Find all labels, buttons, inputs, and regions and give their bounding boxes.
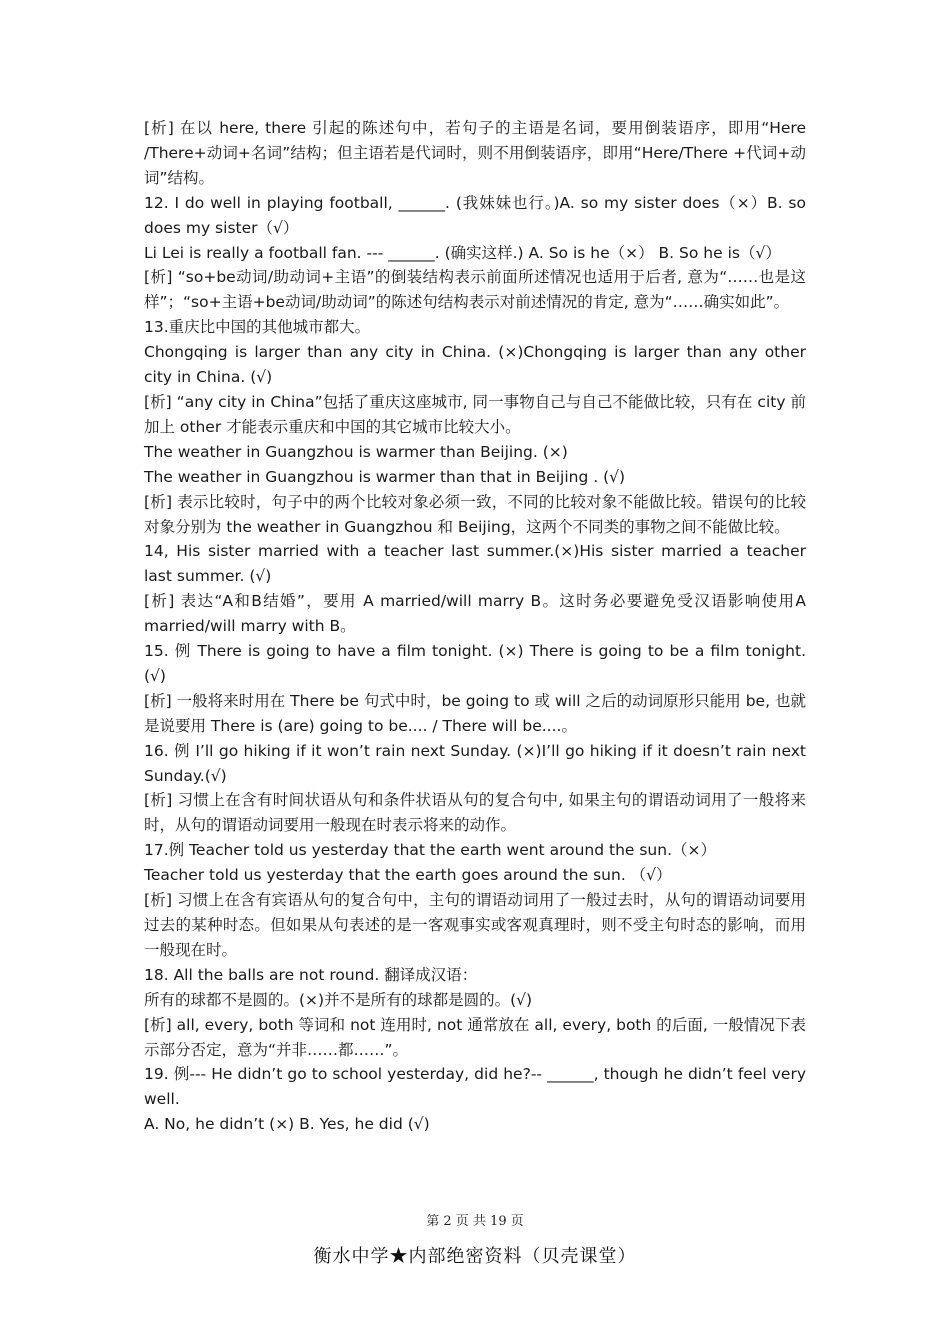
footer-brand: 衡水中学★内部绝密资料（贝壳课堂） — [313, 1246, 637, 1267]
document-body — [144, 116, 806, 1137]
paragraph: Teacher told us yesterday that the earth goes around the sun. （√） — [144, 866, 672, 885]
paragraph: 16. 例 I’ll go hiking if it won’t rain next Sunday. (×)I’ll go hiking if it doesn’t rain next Sunday.(√) — [144, 741, 806, 785]
paragraph: The weather in Guangzhou is warmer than that in Beijing . (√) — [144, 467, 626, 486]
paragraph: [析] 在以 here, there 引起的陈述句中，若句子的主语是名词，要用倒装语序，即用“Here /There+动词+名词”结构；但主语若是代词时，则不用倒装语序，即用“Here/There +代词+动词”结构。 — [144, 119, 806, 187]
paragraph: 所有的球都不是圆的。(×)并不是所有的球都是圆的。(√) — [144, 990, 533, 1009]
paragraph: [析] 表达“A和B结婚”，要用 A married/will marry B。这时务必要避免受汉语影响使用A married/will marry with B。 — [144, 592, 806, 636]
paragraph: [析] 表示比较时，句子中的两个比较对象必须一致，不同的比较对象不能做比较。错误句的比较对象分别为 the weather in Guangzhou 和 Beijing，这两个不同类的事物之间不能做比较。 — [144, 492, 806, 536]
paragraph: [析] 习惯上在含有宾语从句的复合句中，主句的谓语动词用了一般过去时，从句的谓语动词要用过去的某种时态。但如果从句表述的是一客观事实或客观真理时，则不受主句时态的影响，而用一般现在时。 — [144, 891, 806, 959]
paragraph: 14, His sister married with a teacher last summer.(×)His sister married a teacher last summer. (√) — [144, 542, 806, 586]
paragraph: 18. All the balls are not round. 翻译成汉语： — [144, 965, 478, 984]
paragraph: 12. I do well in playing football, ______. (我妹妹也行。)A. so my sister does（×）B. so does my sister（√） — [144, 193, 806, 237]
paragraph: Li Lei is really a football fan. --- ______. (确实这样.) A. So is he（×） B. So he is（√） — [144, 243, 781, 262]
paragraph: 13.重庆比中国的其他城市都大。 — [144, 318, 371, 337]
paragraph: 17.例 Teacher told us yesterday that the earth went around the sun.（×） — [144, 841, 716, 860]
page-number: 第 2 页 共 19 页 — [426, 1214, 524, 1229]
paragraph: [析] “any city in China”包括了重庆这座城市, 同一事物自己与自己不能做比较，只有在 city 前加上 other 才能表示重庆和中国的其它城市比较大小。 — [144, 392, 806, 436]
paragraph: [析] “so+be动词/助动词+主语”的倒装结构表示前面所述情况也适用于后者, 意为“……也是这样”；“so+主语+be动词/助动词”的陈述句结构表示对前述情况的肯定, 意为“……确实如此”。 — [144, 268, 806, 312]
paragraph: [析] 一般将来时用在 There be 句式中时，be going to 或 will 之后的动词原形只能用 be, 也就是说要用 There is (are) going to be.... / There will be....。 — [144, 691, 806, 735]
paragraph: Chongqing is larger than any city in China. (×)Chongqing is larger than any other city in China. (√) — [144, 343, 806, 387]
paragraph: [析] 习惯上在含有时间状语从句和条件状语从句的复合句中, 如果主句的谓语动词用了一般将来时，从句的谓语动词要用一般现在时表示将来的动作。 — [144, 791, 806, 835]
paragraph: The weather in Guangzhou is warmer than Beijing. (×) — [144, 442, 568, 461]
paragraph: [析] all, every, both 等词和 not 连用时, not 通常放在 all, every, both 的后面, 一般情况下表示部分否定，意为“并非……都……”。 — [144, 1015, 806, 1059]
paragraph: A. No, he didn’t (×) B. Yes, he did (√) — [144, 1115, 430, 1134]
paragraph: 15. 例 There is going to have a film tonight. (×) There is going to be a film tonight. (√) — [144, 642, 806, 685]
paragraph: 19. 例--- He didn’t go to school yesterday, did he?-- ______, though he didn’t feel very well. — [144, 1065, 806, 1109]
